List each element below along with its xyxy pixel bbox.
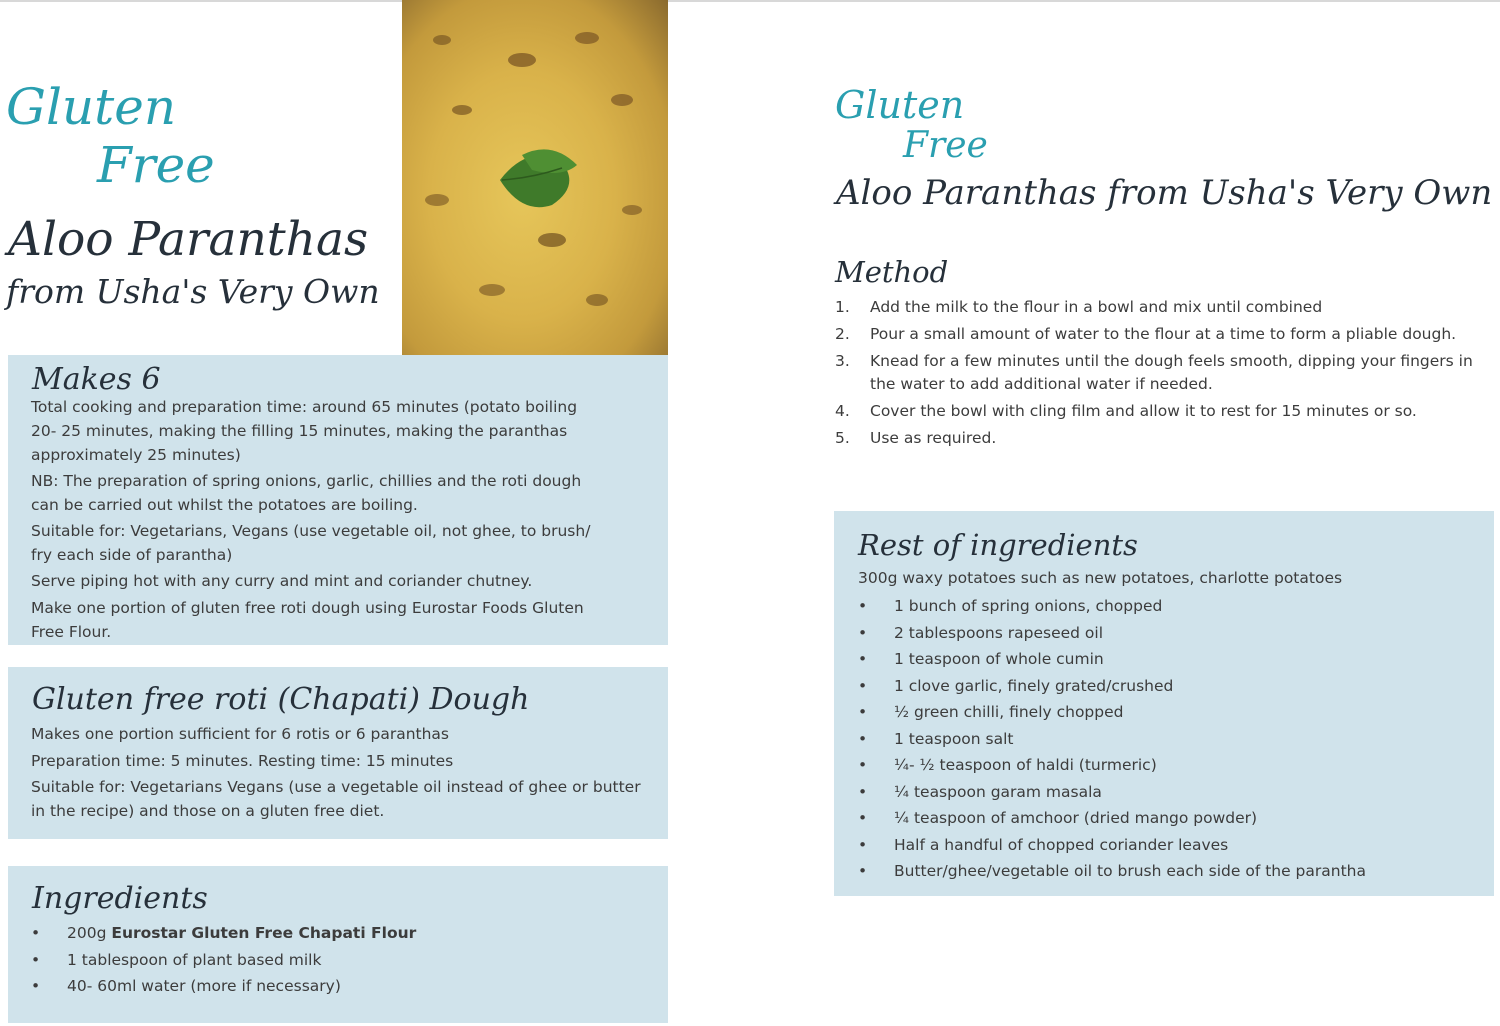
list-item: [858, 858, 1366, 885]
dough-paragraph-3: Suitable for: Vegetarians Vegans (use a vegetable oil instead of ghee or butter in the recipe) and those on a gluten free diet.: [31, 778, 641, 820]
rest-ingredients-intro: 300g waxy potatoes such as new potatoes, charlotte potatoes: [858, 569, 1343, 587]
bullet-icon: •: [31, 924, 41, 942]
method-steps: [835, 296, 1475, 454]
list-item: [858, 805, 1366, 832]
bullet-icon: •: [31, 977, 41, 995]
ingredient-text: 1 tablespoon of plant based milk: [67, 950, 322, 969]
list-item: [858, 699, 1366, 726]
bullet-icon: •: [858, 835, 868, 854]
gluten-free-word-1: Gluten: [835, 83, 965, 127]
ingredient-text: 1 teaspoon of whole cumin: [894, 650, 1104, 668]
dough-paragraph-2: Preparation time: 5 minutes. Resting time: 15 minutes: [31, 752, 454, 770]
recipe-title: Aloo Paranthas from Usha's Very Own: [836, 173, 1493, 213]
ingredient-text: Butter/ghee/vegetable oil to brush each side of the parantha: [894, 862, 1366, 880]
bullet-icon: •: [858, 782, 868, 801]
makes-paragraph-3: Suitable for: Vegetarians, Vegans (use vegetable oil, not ghee, to brush/ fry each side of parantha): [31, 522, 591, 564]
list-item: [858, 620, 1366, 647]
makes-heading: Makes 6: [32, 362, 161, 397]
step-number: 2.: [835, 325, 850, 343]
bullet-icon: •: [858, 676, 868, 695]
step-number: 1.: [835, 298, 850, 316]
method-step: [835, 400, 1475, 423]
step-number: 5.: [835, 429, 850, 447]
bullet-icon: •: [858, 703, 868, 721]
rest-ingredients-heading: Rest of ingredients: [858, 528, 1138, 562]
bullet-icon: •: [858, 623, 868, 642]
step-number: 4.: [835, 402, 850, 420]
rest-ingredients-list: [858, 593, 1366, 885]
ingredient-text: ¼ teaspoon of amchoor (dried mango powder): [894, 809, 1258, 827]
rest-ingredients-panel: [834, 511, 1494, 896]
ingredient-text: ½ green chilli, finely chopped: [894, 703, 1124, 721]
bullet-icon: •: [858, 862, 868, 880]
ingredient-text: ¼ teaspoon garam masala: [894, 782, 1102, 801]
list-item: [858, 726, 1366, 753]
list-item: [858, 646, 1366, 673]
dough-heading: Gluten free roti (Chapati) Dough: [32, 682, 530, 717]
recipe-title-line-1: Aloo Paranthas: [8, 212, 369, 267]
ingredient-product-name: Eurostar Gluten Free Chapati Flour: [111, 924, 417, 942]
list-item: [31, 920, 416, 947]
step-number: 3.: [835, 352, 850, 370]
step-text: Use as required.: [870, 429, 997, 447]
step-text: Pour a small amount of water to the flour at a time to form a pliable dough.: [870, 325, 1457, 343]
ingredient-text: 1 bunch of spring onions, chopped: [894, 597, 1163, 615]
list-item: [858, 752, 1366, 779]
ingredient-text: 1 clove garlic, finely grated/crushed: [894, 676, 1174, 695]
ingredient-text: Half a handful of chopped coriander leaves: [894, 835, 1229, 854]
method-step: [835, 350, 1475, 396]
ingredient-amount: 200g: [67, 924, 112, 942]
step-text: Add the milk to the flour in a bowl and mix until combined: [870, 298, 1323, 316]
paratha-photo: [402, 0, 668, 355]
bullet-icon: •: [31, 950, 41, 969]
list-item: [858, 673, 1366, 700]
method-step: [835, 323, 1475, 346]
bullet-icon: •: [858, 597, 868, 615]
gluten-free-word-2: Free: [97, 136, 215, 194]
ingredient-text: 40- 60ml water (more if necessary): [67, 977, 341, 995]
ingredients-heading: Ingredients: [32, 881, 208, 916]
step-text: Cover the bowl with cling film and allow it to rest for 15 minutes or so.: [870, 402, 1417, 420]
ingredients-panel: [8, 866, 668, 1023]
makes-paragraph-1: Total cooking and preparation time: around 65 minutes (potato boiling 20- 25 minutes, making the filling 15 minutes, making the paranthas approximately 25 minutes): [31, 398, 578, 464]
makes-paragraph-4: Serve piping hot with any curry and mint and coriander chutney.: [31, 572, 533, 590]
method-step: [835, 296, 1475, 319]
paratha-photo-icon: [402, 0, 668, 355]
ingredient-text: ¼- ½ teaspoon of haldi (turmeric): [894, 756, 1157, 774]
dough-panel: [8, 667, 668, 839]
step-text: Knead for a few minutes until the dough feels smooth, dipping your fingers in the water to add additional water if needed.: [870, 352, 1473, 393]
dough-paragraph-1: Makes one portion sufficient for 6 rotis or 6 paranthas: [31, 725, 450, 743]
bullet-icon: •: [858, 729, 868, 748]
ingredient-text: 2 tablespoons rapeseed oil: [894, 623, 1104, 642]
recipe-title-line-2: from Usha's Very Own: [6, 272, 380, 311]
page-top-border: [0, 0, 1500, 2]
bullet-icon: •: [858, 650, 868, 668]
makes-paragraph-5: Make one portion of gluten free roti dough using Eurostar Foods Gluten Free Flour.: [31, 599, 584, 641]
list-item: [858, 779, 1366, 806]
ingredients-list: [31, 920, 416, 1000]
gluten-free-word-2: Free: [903, 125, 988, 166]
list-item: [31, 973, 416, 1000]
list-item: [858, 832, 1366, 859]
method-heading: Method: [835, 255, 949, 289]
gluten-free-word-1: Gluten: [6, 78, 177, 136]
bullet-icon: •: [858, 809, 868, 827]
makes-panel: [8, 355, 668, 645]
makes-paragraph-2: NB: The preparation of spring onions, garlic, chillies and the roti dough can be carried out whilst the potatoes are boiling.: [31, 472, 582, 514]
list-item: [31, 947, 416, 974]
list-item: [858, 593, 1366, 620]
ingredient-text: 1 teaspoon salt: [894, 729, 1014, 748]
method-step: [835, 427, 1475, 450]
bullet-icon: •: [858, 756, 868, 774]
